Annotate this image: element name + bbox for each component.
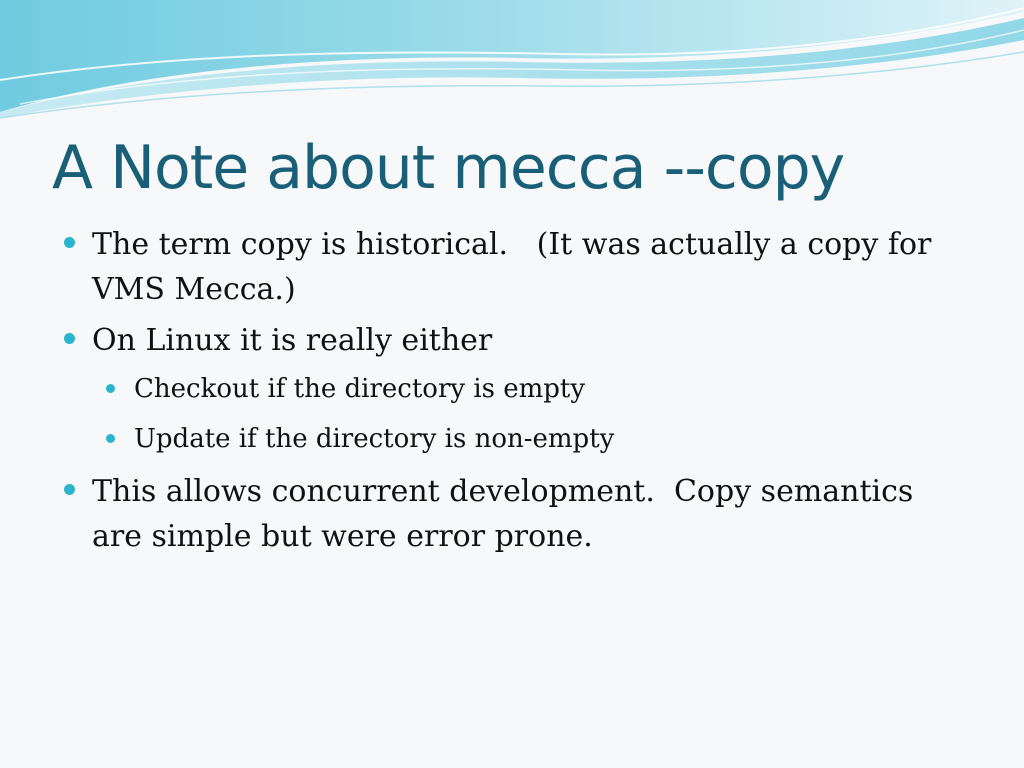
bullet-list — [60, 222, 960, 565]
bullet-item-3 — [60, 469, 960, 559]
header-wave-decoration — [0, 0, 1024, 130]
bullet-text: On Linux it is really either — [92, 323, 493, 358]
bullet-item-2 — [60, 318, 960, 363]
bullet-dot-icon — [64, 333, 75, 344]
sub-bullet-text: Update if the directory is non-empty — [134, 424, 615, 454]
bullet-text: This allows concurrent development. Copy semantics are simple but were error prone. — [92, 474, 914, 554]
sub-bullet-dot-icon — [106, 434, 115, 443]
bullet-dot-icon — [64, 237, 75, 248]
bullet-dot-icon — [64, 484, 75, 495]
sub-bullet-item-2 — [60, 419, 960, 459]
bullet-text: The term copy is historical. (It was actually a copy for VMS Mecca.) — [92, 227, 932, 307]
bullet-item-1 — [60, 222, 960, 312]
sub-bullet-item-1 — [60, 369, 960, 409]
slide-title: A Note about mecca --copy — [52, 133, 845, 203]
sub-bullet-text: Checkout if the directory is empty — [134, 374, 586, 404]
sub-bullet-dot-icon — [106, 384, 115, 393]
